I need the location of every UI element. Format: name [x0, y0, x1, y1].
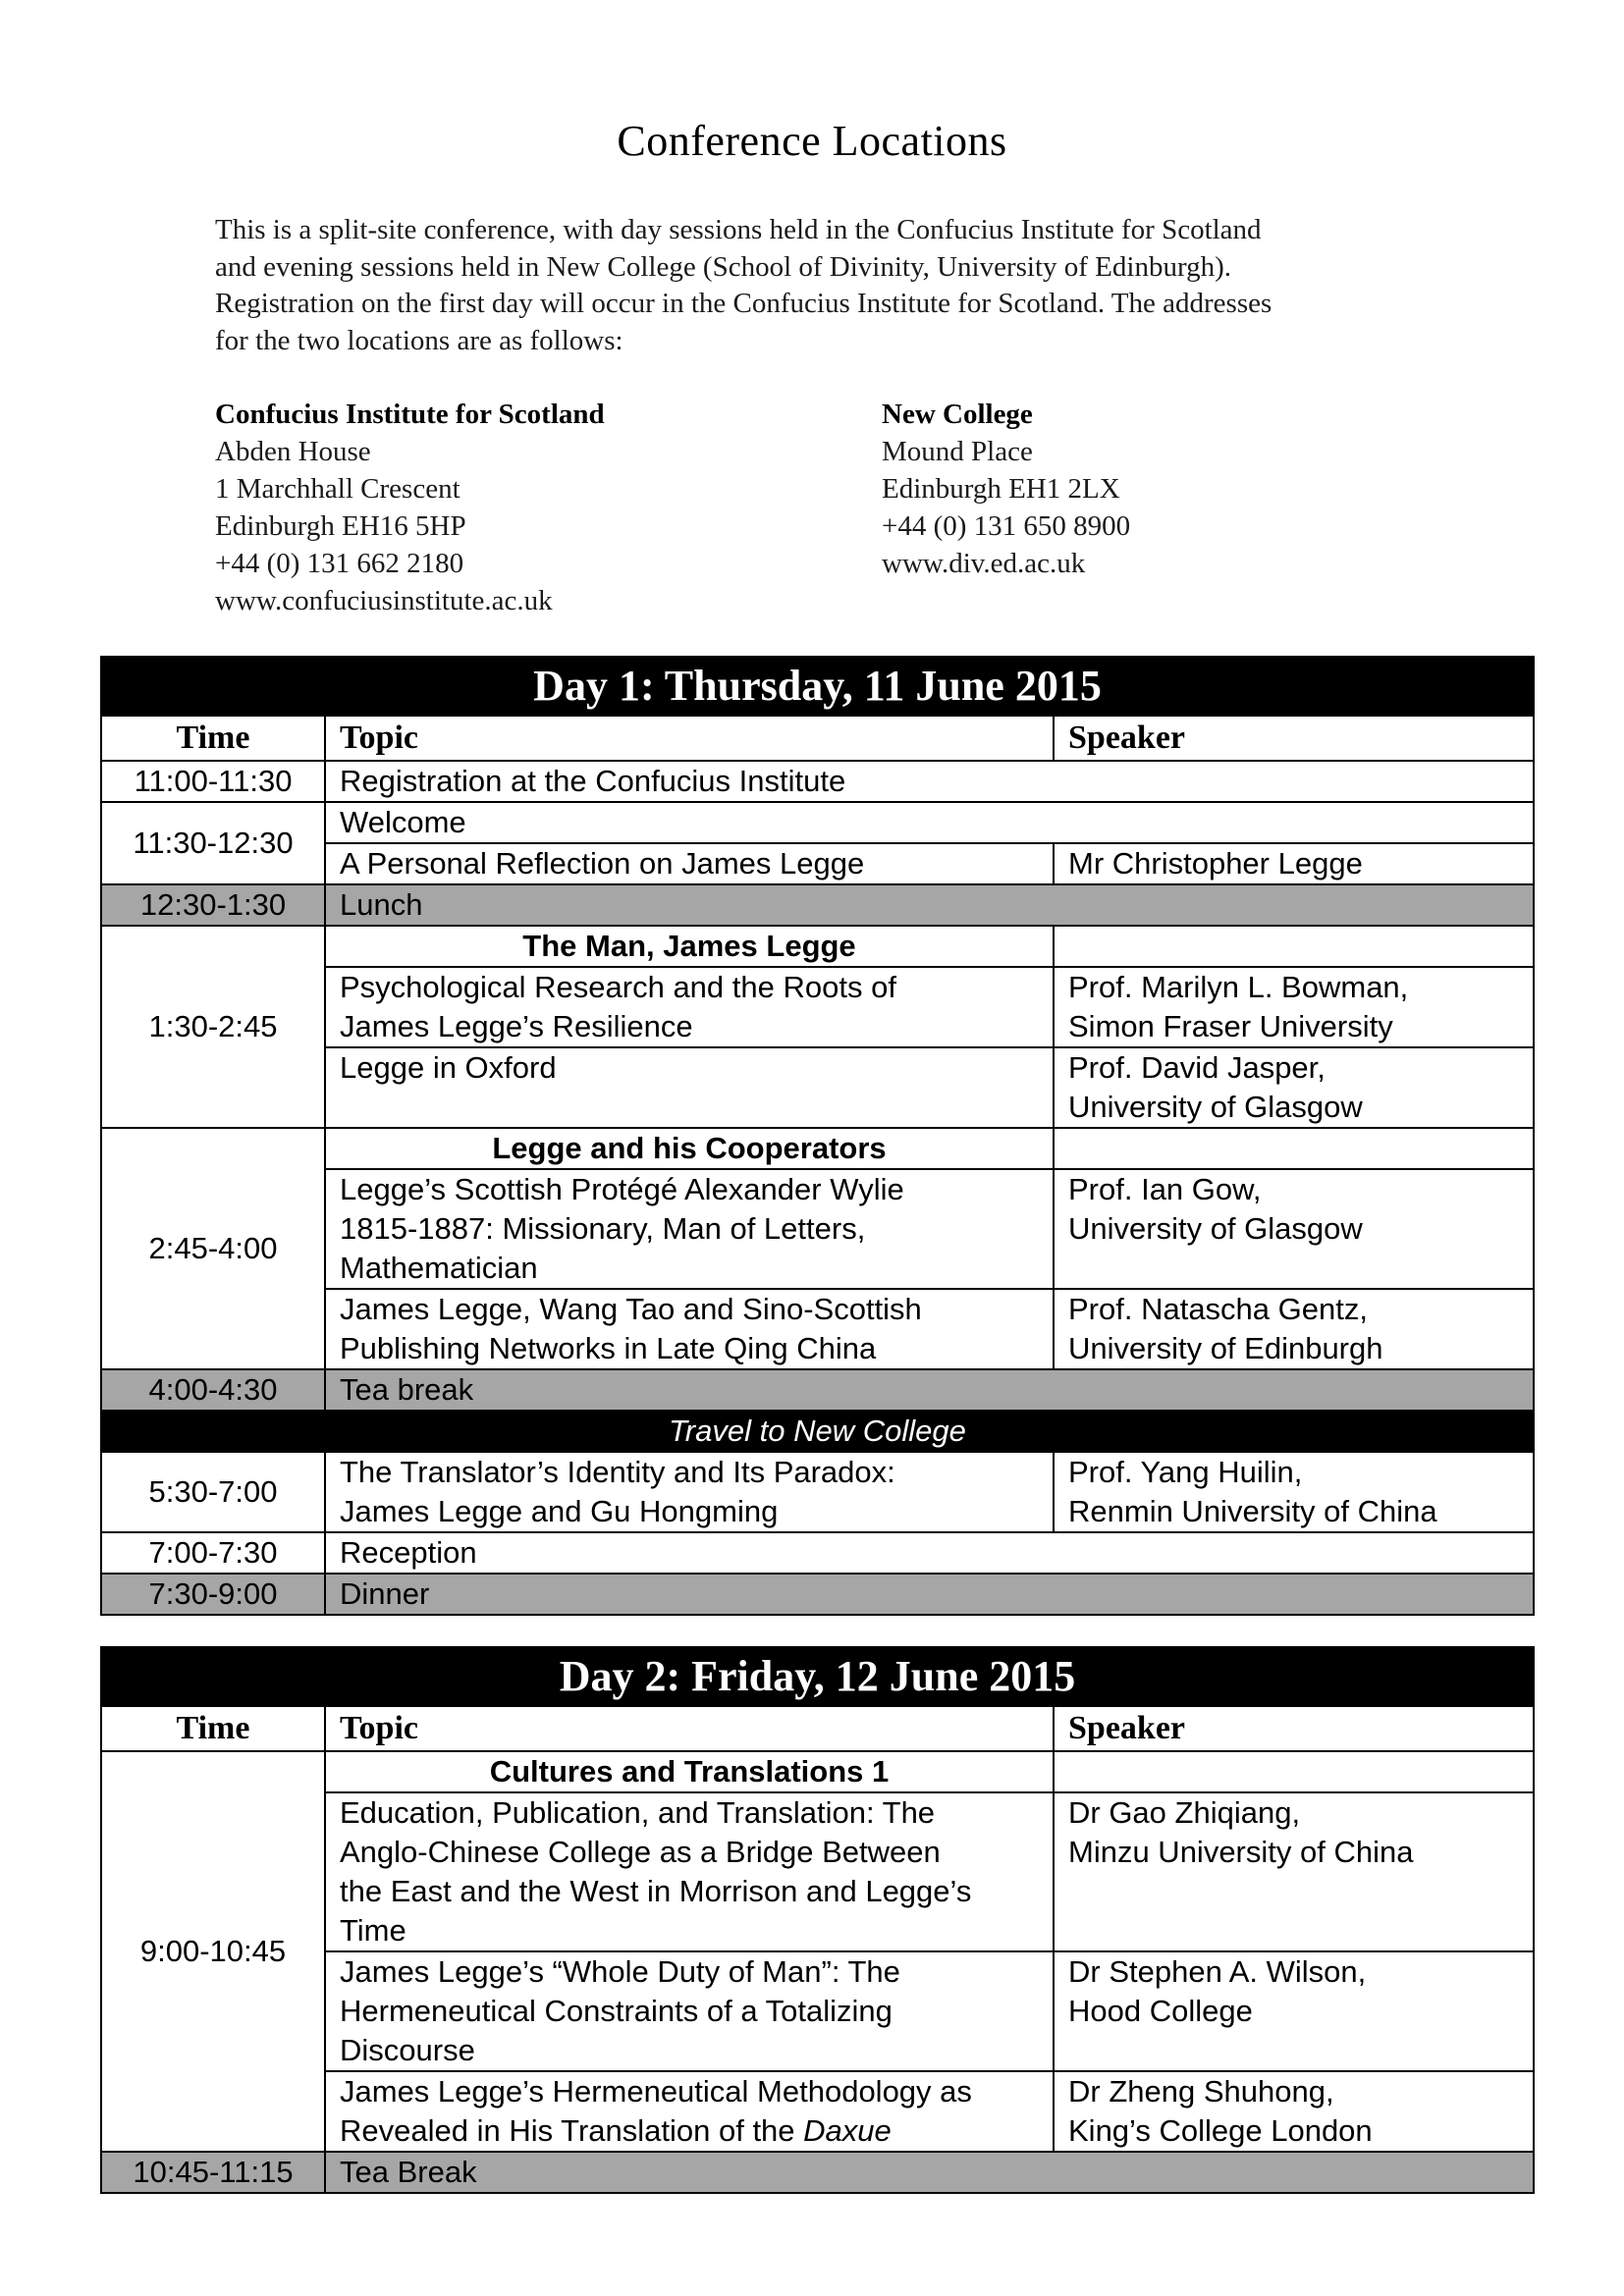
speaker-column-header: Speaker: [1054, 716, 1534, 761]
day1-schedule-table: [100, 656, 1535, 1616]
topic-cell: [325, 1047, 1054, 1128]
topic-column-header: Topic: [325, 716, 1054, 761]
speaker-name: Dr Gao Zhiqiang,: [1068, 1795, 1301, 1830]
topic-line: Psychological Research and the Roots of: [340, 970, 896, 1004]
topic-cell: Lunch: [325, 884, 1534, 926]
address-line: Edinburgh EH16 5HP: [215, 510, 466, 542]
column-header-row: [101, 716, 1534, 761]
time-column-header: Time: [101, 1706, 325, 1751]
intro-paragraph: [215, 212, 1423, 359]
topic-cell: Tea break: [325, 1369, 1534, 1411]
break-row: [101, 884, 1534, 926]
session-title: The Man, James Legge: [325, 926, 1054, 967]
address-line: Abden House: [215, 436, 371, 467]
break-row: [101, 1369, 1534, 1411]
address-line: Mound Place: [882, 436, 1033, 467]
table-row: [101, 761, 1534, 802]
speaker-cell: [1054, 967, 1534, 1047]
speaker-cell: [1054, 1047, 1534, 1128]
time-cell: 2:45-4:00: [101, 1128, 325, 1369]
speaker-cell: [1054, 1452, 1534, 1532]
topic-line: James Legge’s Hermeneutical Methodology as: [340, 2074, 972, 2109]
break-row: [101, 2152, 1534, 2193]
topic-line: Anglo-Chinese College as a Bridge Between: [340, 1835, 941, 1869]
topic-cell: [325, 2071, 1054, 2152]
intro-line: and evening sessions held in New College (School of Divinity, University of Edinburgh).: [215, 250, 1231, 283]
topic-cell: [325, 967, 1054, 1047]
speaker-cell: [1054, 2071, 1534, 2152]
time-cell: 4:00-4:30: [101, 1369, 325, 1411]
speaker-affiliation: University of Glasgow: [1068, 1090, 1363, 1124]
speaker-cell: [1054, 1951, 1534, 2071]
speaker-affiliation: University of Glasgow: [1068, 1211, 1363, 1246]
break-row: [101, 1574, 1534, 1615]
time-cell: 12:30-1:30: [101, 884, 325, 926]
speaker-name: Dr Zheng Shuhong,: [1068, 2074, 1334, 2109]
topic-line: the East and the West in Morrison and Legge’s: [340, 1874, 972, 1908]
table-row: [101, 1128, 1534, 1169]
table-row: [101, 926, 1534, 967]
speaker-cell: Mr Christopher Legge: [1054, 843, 1534, 884]
topic-cell: [325, 1792, 1054, 1951]
address-new-college: [882, 396, 1130, 582]
topic-line: James Legge’s Resilience: [340, 1009, 693, 1043]
table-row: [101, 1452, 1534, 1532]
website-link[interactable]: www.confuciusinstitute.ac.uk: [215, 585, 553, 616]
table-row: [101, 802, 1534, 843]
time-cell: 9:00-10:45: [101, 1751, 325, 2152]
speaker-cell: [1054, 1751, 1534, 1792]
time-cell: 5:30-7:00: [101, 1452, 325, 1532]
day2-schedule-table: [100, 1646, 1535, 2194]
topic-cell: [325, 1951, 1054, 2071]
speaker-affiliation: University of Edinburgh: [1068, 1331, 1383, 1365]
time-cell: 11:00-11:30: [101, 761, 325, 802]
topic-cell: [325, 1289, 1054, 1369]
speaker-cell: [1054, 1169, 1534, 1289]
topic-line: Education, Publication, and Translation: The: [340, 1795, 936, 1830]
time-cell: 10:45-11:15: [101, 2152, 325, 2193]
speaker-affiliation: Renmin University of China: [1068, 1494, 1437, 1528]
table-row: [101, 1751, 1534, 1792]
address-confucius-institute: [215, 396, 605, 619]
speaker-name: Dr Stephen A. Wilson,: [1068, 1954, 1367, 1989]
column-header-row: [101, 1706, 1534, 1751]
topic-cell: Dinner: [325, 1574, 1534, 1615]
address-line: Edinburgh EH1 2LX: [882, 473, 1120, 505]
session-title: Cultures and Translations 1: [325, 1751, 1054, 1792]
speaker-cell: [1054, 926, 1534, 967]
topic-line: Hermeneutical Constraints of a Totalizing: [340, 1994, 893, 2028]
speaker-column-header: Speaker: [1054, 1706, 1534, 1751]
topic-line: James Legge’s “Whole Duty of Man”: The: [340, 1954, 900, 1989]
speaker-affiliation: Minzu University of China: [1068, 1835, 1414, 1869]
topic-cell: Reception: [325, 1532, 1534, 1574]
topic-line: Publishing Networks in Late Qing China: [340, 1331, 877, 1365]
speaker-affiliation: King’s College London: [1068, 2113, 1373, 2148]
speaker-affiliation: Hood College: [1068, 1994, 1253, 2028]
website-link[interactable]: www.div.ed.ac.uk: [882, 548, 1086, 579]
intro-line: for the two locations are as follows:: [215, 324, 623, 356]
table-row: [101, 1532, 1534, 1574]
speaker-name: Prof. Yang Huilin,: [1068, 1455, 1303, 1489]
travel-row: [101, 1411, 1534, 1452]
topic-cell: Registration at the Confucius Institute: [325, 761, 1534, 802]
topic-line: Legge’s Scottish Protégé Alexander Wylie: [340, 1172, 904, 1206]
topic-line: James Legge and Gu Hongming: [340, 1494, 779, 1528]
time-cell: 7:00-7:30: [101, 1532, 325, 1574]
speaker-name: Prof. Marilyn L. Bowman,: [1068, 970, 1409, 1004]
speaker-cell: [1054, 1128, 1534, 1169]
travel-note: Travel to New College: [101, 1411, 1534, 1452]
session-title: Legge and his Cooperators: [325, 1128, 1054, 1169]
location-name: Confucius Institute for Scotland: [215, 399, 605, 430]
time-cell: 1:30-2:45: [101, 926, 325, 1128]
day-title: Day 1: Thursday, 11 June 2015: [101, 657, 1534, 716]
topic-line: Discourse: [340, 2033, 475, 2067]
topic-text: Revealed in His Translation of the: [340, 2113, 804, 2148]
speaker-affiliation: Simon Fraser University: [1068, 1009, 1393, 1043]
phone-number: +44 (0) 131 662 2180: [215, 548, 464, 579]
topic-line: Time: [340, 1913, 406, 1948]
speaker-name: Prof. David Jasper,: [1068, 1050, 1326, 1085]
topic-line: [340, 2111, 1039, 2151]
address-line: 1 Marchhall Crescent: [215, 473, 460, 505]
page-title: Conference Locations: [617, 117, 1007, 165]
phone-number: +44 (0) 131 650 8900: [882, 510, 1131, 542]
topic-cell: A Personal Reflection on James Legge: [325, 843, 1054, 884]
day-header-row: [101, 1647, 1534, 1706]
topic-column-header: Topic: [325, 1706, 1054, 1751]
topic-line: 1815-1887: Missionary, Man of Letters,: [340, 1211, 866, 1246]
intro-line: Registration on the first day will occur in the Confucius Institute for Scotland. The addresses: [215, 288, 1272, 319]
day-header-row: [101, 657, 1534, 716]
speaker-name: Prof. Natascha Gentz,: [1068, 1292, 1368, 1326]
time-cell: 11:30-12:30: [101, 802, 325, 884]
topic-cell: [325, 1169, 1054, 1289]
speaker-name: Prof. Ian Gow,: [1068, 1172, 1262, 1206]
speaker-cell: [1054, 1792, 1534, 1951]
time-cell: 7:30-9:00: [101, 1574, 325, 1615]
book-title: Daxue: [803, 2113, 892, 2148]
topic-line: Mathematician: [340, 1251, 538, 1285]
topic-cell: Welcome: [325, 802, 1534, 843]
time-column-header: Time: [101, 716, 325, 761]
topic-cell: Tea Break: [325, 2152, 1534, 2193]
location-name: New College: [882, 399, 1033, 430]
topic-line: Legge in Oxford: [340, 1050, 557, 1085]
speaker-cell: [1054, 1289, 1534, 1369]
topic-cell: [325, 1452, 1054, 1532]
intro-line: This is a split-site conference, with day sessions held in the Confucius Institute for Scotland: [215, 214, 1262, 245]
topic-line: James Legge, Wang Tao and Sino-Scottish: [340, 1292, 922, 1326]
day-title: Day 2: Friday, 12 June 2015: [101, 1647, 1534, 1706]
topic-line: The Translator’s Identity and Its Paradox:: [340, 1455, 895, 1489]
